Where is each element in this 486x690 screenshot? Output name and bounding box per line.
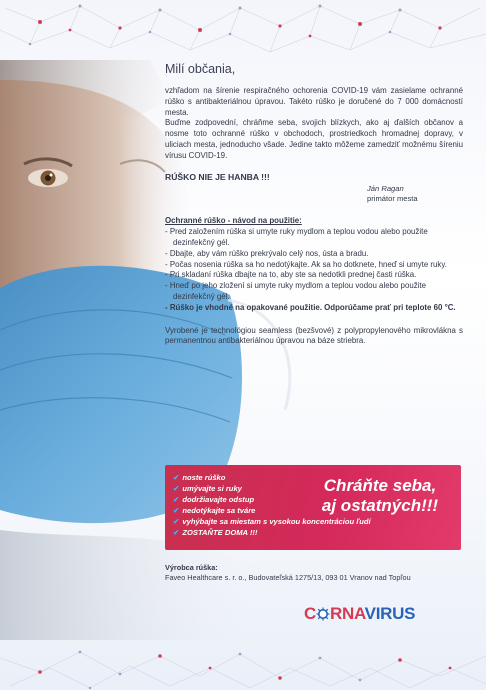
headline: RÚŠKO NIE JE HANBA !!!: [165, 171, 270, 182]
prevention-item: ✔ umývajte si ruky: [173, 484, 242, 493]
virus-icon: [316, 607, 330, 621]
instruction-item: - Pri skladaní rúška dbajte na to, aby ste sa nedotkli prednej časti rúška.: [165, 270, 417, 280]
check-icon: ✔: [173, 528, 180, 537]
letter-content: [165, 62, 463, 347]
prevention-banner: [165, 465, 461, 550]
check-icon: ✔: [173, 484, 180, 493]
greeting: Milí občania,: [165, 62, 236, 76]
network-pattern-top: [0, 0, 486, 64]
prevention-item: ✔ nedotýkajte sa tváre: [173, 506, 256, 515]
prevention-item: ✔ dodržiavajte odstup: [173, 495, 255, 504]
prevention-item: ✔ ZOSTAŇTE DOMA !!!: [173, 528, 258, 537]
instruction-item: - Dbajte, aby vám rúško prekrývalo celý nos, ústa a bradu.: [165, 248, 369, 258]
intro-paragraph: vzhľadom na šírenie respiračného ochorenia COVID-19 vám zasielame ochranné rúško s antibakteriálnou úpravou. Takéto rúško je doručené do 7 000 domácností mesta.: [165, 86, 463, 117]
manufacturer-info: [165, 563, 465, 583]
check-icon: ✔: [173, 495, 180, 504]
manufacturer-label: Výrobca rúška:: [165, 563, 218, 572]
signature: [367, 184, 463, 204]
instructions-list: [165, 227, 463, 313]
instruction-item-washing: - Rúško je vhodné na opakované použitie. Odporúčame prať pri teplote 60 °C.: [165, 302, 456, 312]
prevention-item: ✔ vyhýbajte sa miestam s vysokou koncentráciou ľudí: [173, 517, 371, 526]
signature-name: Ján Ragan: [367, 184, 404, 194]
slogan: Chráňte seba, aj ostatných!!!: [321, 476, 439, 515]
network-pattern-bottom: [0, 638, 486, 690]
instruction-item: - Počas nosenia rúška sa ho nedotýkajte. Ak sa ho dotknete, hneď si umyte ruky.: [165, 259, 447, 269]
instructions-title: Ochranné rúško - návod na použitie:: [165, 216, 302, 226]
manufacturer-address: Faveo Healthcare s. r. o., Budovateľská 1275/13, 093 01 Vranov nad Topľou: [165, 573, 411, 582]
check-icon: ✔: [173, 506, 180, 515]
appeal-paragraph: Buďme zodpovední, chráňme seba, svojich blízkych, ako aj ďalších občanov a nosme toto ochranné rúško v obchodoch, prostriedkoch hromadnej dopravy, v uliciach mesta, jednoducho všade. Jedine takto môžeme zamedziť možnému šíreniu vírusu COVID-19.: [165, 118, 463, 160]
check-icon: ✔: [173, 517, 180, 526]
instruction-item: - Pred založením rúška si umyte ruky mydlom a teplou vodou alebo použite dezinfekčný gél.: [165, 227, 428, 247]
instruction-item: - Hneď po jeho zložení si umyte ruky mydlom a teplou vodou alebo použite dezinfekčný gél.: [165, 281, 426, 301]
check-icon: ✔: [173, 473, 180, 482]
coronavirus-logo: C RNAVIRUS: [304, 604, 416, 623]
technology-paragraph: Vyrobené je technológiou seamless (bezšvové) z polypropylenového mikrovlákna s permanentnou antibakteriálnou úpravou na báze striebra.: [165, 325, 463, 346]
signature-title: primátor mesta: [367, 194, 418, 204]
prevention-item: ✔ noste rúško: [173, 473, 226, 482]
